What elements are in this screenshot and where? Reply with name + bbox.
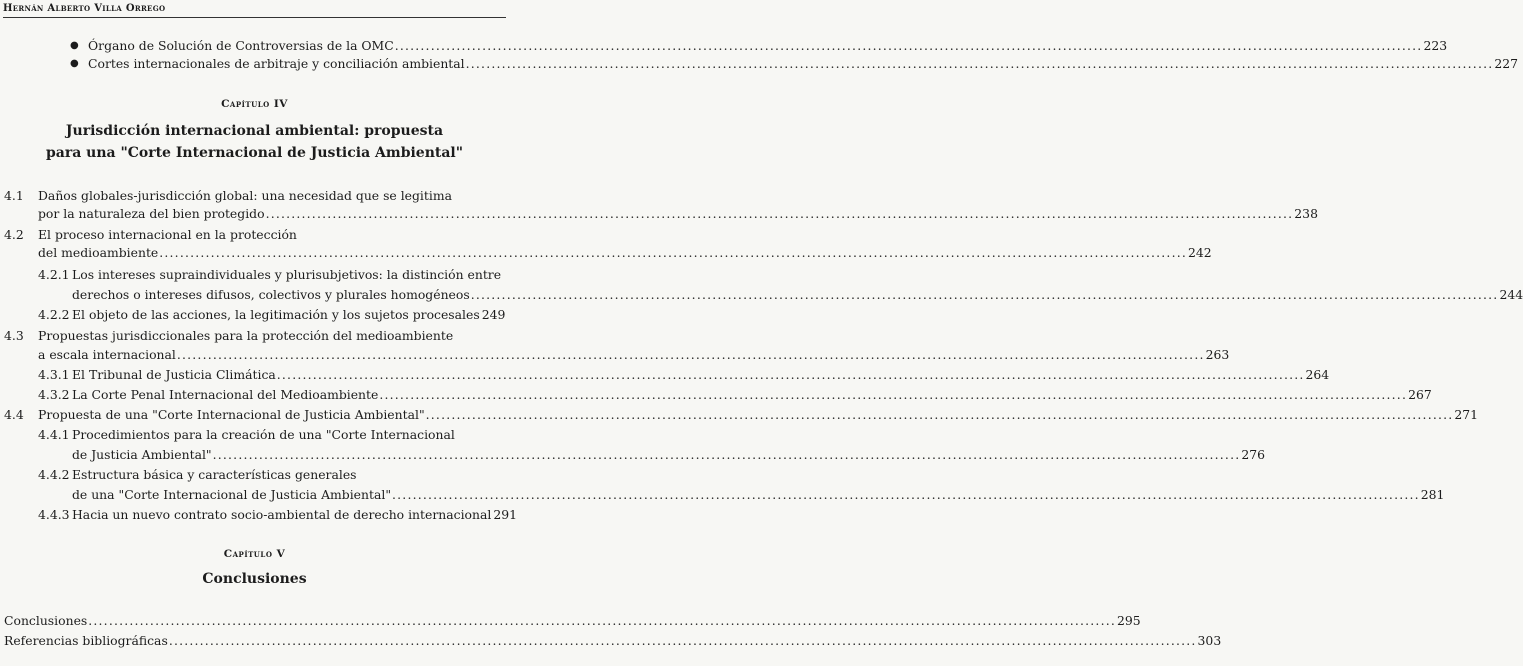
- toc-entry-text: Estructura básica y características generales: [72, 467, 357, 482]
- chapter-title: Conclusiones: [202, 571, 307, 587]
- toc-entry-text: Hacia un nuevo contrato socio-ambiental de derecho internacional: [72, 507, 492, 522]
- toc-entry-text: a escala internacional: [38, 347, 176, 362]
- leader-dots: ........................................................................................................................................................................................................: [212, 447, 1241, 462]
- bullet-marker: ●: [70, 58, 79, 69]
- leader-dots: ........................................................................................................................................................................................................: [88, 613, 1116, 628]
- toc-entry-text: El proceso internacional en la protección: [38, 227, 297, 242]
- running-head: Hernán Alberto Villa Orrego: [3, 2, 506, 18]
- leader-dots: ........................................................................................................................................................................................................: [392, 487, 1420, 502]
- toc-entry-text: Daños globales-jurisdicción global: una necesidad que se legitima: [38, 188, 452, 203]
- toc-entry-text: Propuestas jurisdiccionales para la protección del medioambiente: [38, 328, 454, 343]
- leader-dots: ........................................................................................................................................................................................................: [265, 206, 1294, 221]
- toc-entry-4-2-1[interactable]: [72, 286, 1523, 303]
- section-number: 4.1: [4, 188, 24, 203]
- toc-entry-text: derechos o intereses difusos, colectivos y plurales homogéneos: [72, 287, 470, 302]
- leader-dots: ........................................................................................................................................................................................................: [470, 287, 1499, 302]
- toc-entry-text: La Corte Penal Internacional del Medioambiente: [72, 387, 379, 402]
- chapter-title-line-1: Jurisdicción internacional ambiental: propuesta: [65, 123, 444, 139]
- toc-entry-4-3-1[interactable]: [72, 366, 1330, 383]
- toc-entry-text: El Tribunal de Justicia Climática: [72, 367, 276, 382]
- toc-page-number: 295: [1117, 613, 1141, 628]
- bullet-marker: ●: [70, 40, 79, 51]
- leader-dots: ........................................................................................................................................................................................................: [465, 56, 1494, 71]
- toc-entry-text: de Justicia Ambiental": [72, 447, 212, 462]
- toc-entry-text: de una "Corte Internacional de Justicia Ambiental": [72, 487, 392, 502]
- toc-entry-bullet-1[interactable]: [88, 37, 1448, 54]
- toc-page-number: 238: [1294, 206, 1318, 221]
- toc-entry-4-4[interactable]: [38, 406, 1479, 423]
- chapter-label: Capítulo V: [223, 548, 286, 560]
- toc-entry-4-4-1[interactable]: [72, 446, 1266, 463]
- section-number: 4.3: [4, 328, 24, 343]
- toc-entry-text: Propuesta de una "Corte Internacional de Justicia Ambiental": [38, 407, 425, 422]
- toc-entry-text: El objeto de las acciones, la legitimación y los sujetos procesales: [72, 307, 480, 322]
- toc-entry-4-1[interactable]: [38, 205, 1318, 222]
- toc-page-number: 267: [1408, 387, 1432, 402]
- toc-entry-4-4-3[interactable]: [72, 506, 517, 523]
- subsection-number: 4.4.1: [38, 427, 70, 442]
- toc-entry-text: Los intereses supraindividuales y plurisubjetivos: la distinción entre: [72, 267, 502, 282]
- toc-page-number: 264: [1305, 367, 1330, 382]
- subsection-number: 4.3.1: [38, 367, 70, 382]
- toc-entry-text: Cortes internacionales de arbitraje y conciliación ambiental: [88, 56, 465, 71]
- subsection-number: 4.2.2: [38, 307, 70, 322]
- chapter-label: Capítulo IV: [221, 98, 288, 110]
- toc-page-number: 263: [1205, 347, 1230, 362]
- toc-page-number: 227: [1494, 56, 1519, 71]
- leader-dots: ........................................................................................................................................................................................................: [168, 633, 1197, 648]
- toc-page-number: 291: [493, 507, 517, 522]
- leader-dots: ........................................................................................................................................................................................................: [379, 387, 1408, 402]
- toc-entry-4-4-2[interactable]: [72, 486, 1445, 503]
- toc-entry-4-3-2[interactable]: [72, 386, 1432, 403]
- leader-dots: ........................................................................................................................................................................................................: [176, 347, 1205, 362]
- leader-dots: ........................................................................................................................................................................................................: [425, 407, 1454, 422]
- toc-page-number: 281: [1420, 487, 1445, 502]
- toc-entry-text: Órgano de Solución de Controversias de la OMC: [88, 38, 394, 53]
- toc-entry-referencias[interactable]: [4, 632, 1222, 649]
- section-number: 4.4: [4, 407, 24, 422]
- subsection-number: 4.2.1: [38, 267, 70, 282]
- subsection-number: 4.3.2: [38, 387, 70, 402]
- toc-page-number: 276: [1241, 447, 1266, 462]
- toc-page-number: 223: [1423, 38, 1448, 53]
- toc-entry-4-3[interactable]: [38, 346, 1230, 363]
- leader-dots: ........................................................................................................................................................................................................: [159, 245, 1187, 260]
- toc-page-number: 244: [1499, 287, 1523, 302]
- toc-entry-4-2[interactable]: [38, 244, 1212, 261]
- toc-entry-text: Referencias bibliográficas: [4, 633, 168, 648]
- chapter-title-line-2: para una "Corte Internacional de Justicia Ambiental": [45, 145, 464, 161]
- toc-page-number: 242: [1188, 245, 1212, 260]
- toc-entry-text: por la naturaleza del bien protegido: [38, 206, 265, 221]
- toc-entry-4-2-2[interactable]: [72, 306, 506, 323]
- leader-dots: ........................................................................................................................................................................................................: [276, 367, 1305, 382]
- toc-page-number: 303: [1197, 633, 1222, 648]
- toc-entry-bullet-2[interactable]: [88, 55, 1519, 72]
- toc-entry-conclusiones[interactable]: [4, 612, 1141, 629]
- toc-page-number: 271: [1454, 407, 1479, 422]
- toc-entry-text: del medioambiente: [38, 245, 159, 260]
- subsection-number: 4.4.3: [38, 507, 70, 522]
- toc-entry-text: Procedimientos para la creación de una "Corte Internacional: [72, 427, 455, 442]
- toc-page-number: 249: [481, 307, 506, 322]
- section-number: 4.2: [4, 227, 24, 242]
- subsection-number: 4.4.2: [38, 467, 70, 482]
- leader-dots: ........................................................................................................................................................................................................: [394, 38, 1423, 53]
- toc-entry-text: Conclusiones: [4, 613, 88, 628]
